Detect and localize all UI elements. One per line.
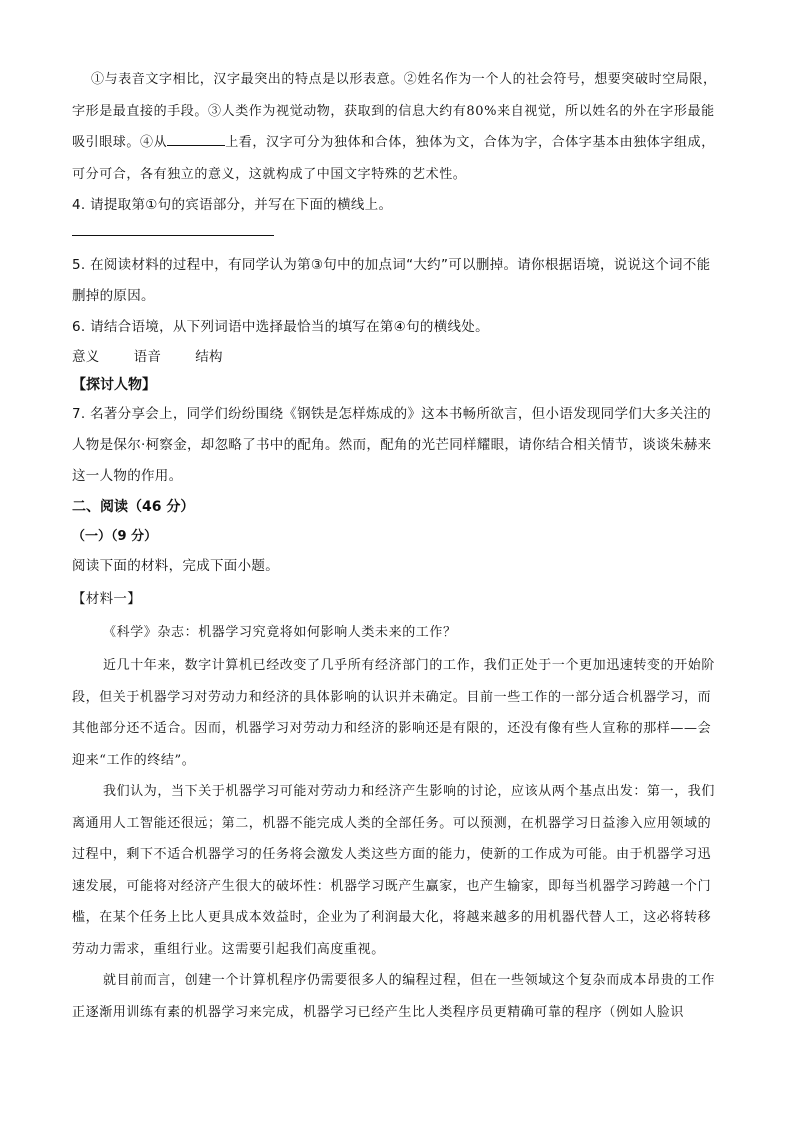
- passage-text-continued: 上看，汉字可分为独体和合体，独体为文，合体为字，合体字基本由独体字组成，可分可合，各有独立的意义，这就构成了中国文字特殊的艺术性。: [72, 135, 715, 182]
- material-paragraph: 就目前而言，创建一个计算机程序仍需要很多人的编程过程，但在一些领域这个复杂而成本昂贵的工作正逐渐用训练有素的机器学习来完成，机器学习已经产生比人类程序员更精确可靠的程序（例如人脸识: [72, 973, 716, 1020]
- material-title: 《科学》杂志：机器学习究竟将如何影响人类未来的工作？: [103, 625, 457, 640]
- option-structure: 结构: [195, 349, 223, 365]
- material-paragraph: 我们认为，当下关于机器学习可能对劳动力和经济产生影响的讨论，应该从两个基点出发：第一，我们离通用人工智能还很远；第二，机器不能完成人类的全部任务。可以预测，在机器学习日益渗入应用领域的过程中，剩下不适合机器学习的任务将会激发人类这些方面的能力，使新的工作成为可能。由于机器学习迅速发展，可能将对经济产生很大的破坏性：机器学习既产生赢家，也产生输家，即每当机器学习跨越一个门槛，在某个任务上比人更具成本效益时，企业为了利润最大化，将越来越多的用机器代替人工，这必将转移劳动力需求，重组行业。这需要引起我们高度重视。: [72, 784, 716, 957]
- reading-instruction: 阅读下面的材料，完成下面小题。: [72, 558, 279, 574]
- question-7: 7. 名著分享会上，同学们纷纷围绕《钢铁是怎样炼成的》这本书畅所欲言，但小语发现同学们大多关注的人物是保尔·柯察金，却忽略了书中的配角。然而，配角的光芒同样耀眼，请你结合相关情节，谈谈朱赫来这一人物的作用。: [72, 406, 712, 484]
- subsection-title: （一）（9 分）: [72, 529, 158, 544]
- question-6: 6. 请结合语境，从下列词语中选择最恰当的填写在第④句的横线处。: [72, 319, 489, 335]
- option-pronunciation: 语音: [133, 349, 162, 365]
- passage-text: ①与表音文字相比，汉字最突出的特点是以形表意。②姓名作为一个人的社会符号，想要突破时空局限，字形是最直接的手段。③人类作为视觉动物，获取到的信息大约有80%来自视觉，所以姓名的外在字形最能吸引眼球。④从: [72, 72, 717, 150]
- document-page: [72, 64, 722, 1028]
- section-title: 二、阅读（46 分）: [72, 499, 195, 515]
- material-label: 【材料一】: [72, 591, 141, 607]
- option-meaning: 意义: [72, 349, 100, 365]
- word-options: [72, 343, 722, 371]
- material-paragraph: 近几十年来，数字计算机已经改变了几乎所有经济部门的工作，我们正处于一个更加迅速转变的开始阶段，但关于机器学习对劳动力和经济的具体影响的认识并未确定。目前一些工作的一部分适合机器学习，而其他部分还不适合。因而，机器学习对劳动力和经济的影响还是有限的，还没有像有些人宣称的那样——会迎来“工作的终结”。: [72, 658, 716, 768]
- passage-paragraph: [72, 64, 722, 190]
- answer-line: [72, 235, 274, 236]
- question-5: 5. 在阅读材料的过程中，有同学认为第③句中的加点词“大约”可以删掉。请你根据语境，说说这个词不能删掉的原因。: [72, 257, 711, 304]
- fill-in-blank: [167, 133, 225, 146]
- heading-characters: 【探讨人物】: [72, 377, 156, 393]
- question-4: 4. 请提取第①句的宾语部分，并写在下面的横线上。: [72, 197, 393, 213]
